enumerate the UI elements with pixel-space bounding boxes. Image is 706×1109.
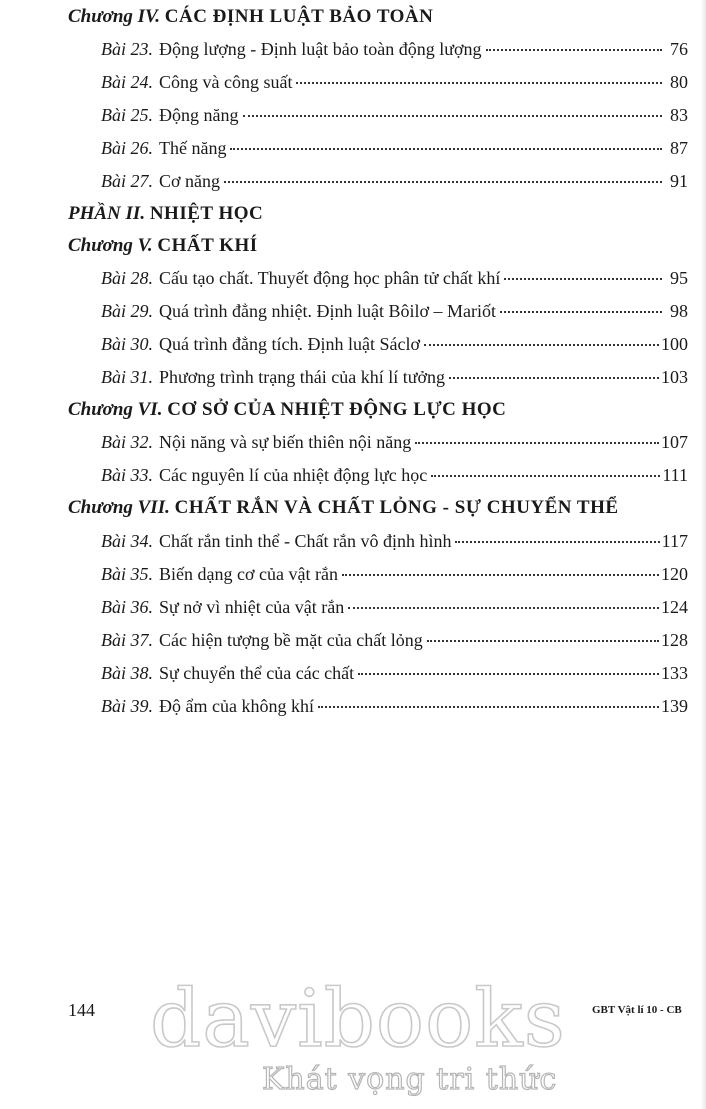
- chapter-heading: Chương IV. CÁC ĐỊNH LUẬT BẢO TOÀN: [68, 6, 434, 27]
- dot-leader: [449, 377, 659, 379]
- watermark-slogan: Khát vọng tri thức: [262, 1062, 558, 1097]
- dot-leader: [224, 181, 662, 183]
- part-heading: PHẦN II. NHIỆT HỌC: [68, 203, 264, 224]
- toc-entry[interactable]: Bài 33. Các nguyên lí của nhiệt động lực học 111: [101, 465, 688, 485]
- dot-leader: [358, 673, 659, 675]
- watermark-brand: davibooks: [150, 972, 566, 1065]
- toc-entry[interactable]: Bài 35. Biến dạng cơ của vật rắn 120: [101, 564, 688, 584]
- toc-entry[interactable]: Bài 26. Thế năng 87: [101, 138, 688, 158]
- dot-leader: [243, 115, 663, 117]
- toc-entry[interactable]: Bài 38. Sự chuyển thể của các chất 133: [101, 663, 688, 683]
- toc-entry[interactable]: Bài 27. Cơ năng 91: [101, 171, 688, 191]
- dot-leader: [342, 574, 659, 576]
- toc-entry[interactable]: Bài 24. Công và công suất 80: [101, 72, 688, 92]
- dot-leader: [296, 82, 662, 84]
- toc-entry[interactable]: Bài 23. Động lượng - Định luật bảo toàn động lượng 76: [101, 39, 688, 59]
- dot-leader: [230, 148, 662, 150]
- dot-leader: [424, 344, 659, 346]
- toc-entry[interactable]: Bài 39. Độ ẩm của không khí 139: [101, 696, 688, 716]
- page-edge-shadow: [701, 0, 706, 1109]
- dot-leader: [415, 442, 659, 444]
- toc-entry[interactable]: Bài 25. Động năng 83: [101, 105, 688, 125]
- dot-leader: [455, 541, 659, 543]
- dot-leader: [348, 607, 659, 609]
- dot-leader: [431, 475, 660, 477]
- toc-entry[interactable]: Bài 29. Quá trình đẳng nhiệt. Định luật Bôilơ – Mariốt 98: [101, 301, 688, 321]
- toc-entry[interactable]: Bài 30. Quá trình đẳng tích. Định luật Sáclơ 100: [101, 334, 688, 354]
- toc-entry[interactable]: Bài 31. Phương trình trạng thái của khí lí tưởng 103: [101, 367, 688, 387]
- toc-entry[interactable]: Bài 28. Cấu tạo chất. Thuyết động học phân tử chất khí 95: [101, 268, 688, 288]
- dot-leader: [500, 311, 662, 313]
- toc-entry[interactable]: Bài 32. Nội năng và sự biến thiên nội năng 107: [101, 432, 688, 452]
- dot-leader: [504, 278, 662, 280]
- chapter-heading: Chương VII. CHẤT RẮN VÀ CHẤT LỎNG - SỰ CHUYỂN THỂ: [68, 497, 619, 518]
- toc-entry[interactable]: Bài 34. Chất rắn tinh thể - Chất rắn vô định hình 117: [101, 531, 688, 551]
- dot-leader: [318, 706, 659, 708]
- dot-leader: [427, 640, 659, 642]
- chapter-heading: Chương V. CHẤT KHÍ: [68, 235, 258, 256]
- page-number: 144: [68, 1000, 95, 1020]
- book-label: GBT Vật lí 10 - CB: [592, 1004, 682, 1016]
- dot-leader: [486, 49, 662, 51]
- toc-entry[interactable]: Bài 37. Các hiện tượng bề mặt của chất lỏng 128: [101, 630, 688, 650]
- chapter-heading: Chương VI. CƠ SỞ CỦA NHIỆT ĐỘNG LỰC HỌC: [68, 399, 507, 420]
- toc-entry[interactable]: Bài 36. Sự nở vì nhiệt của vật rắn 124: [101, 597, 688, 617]
